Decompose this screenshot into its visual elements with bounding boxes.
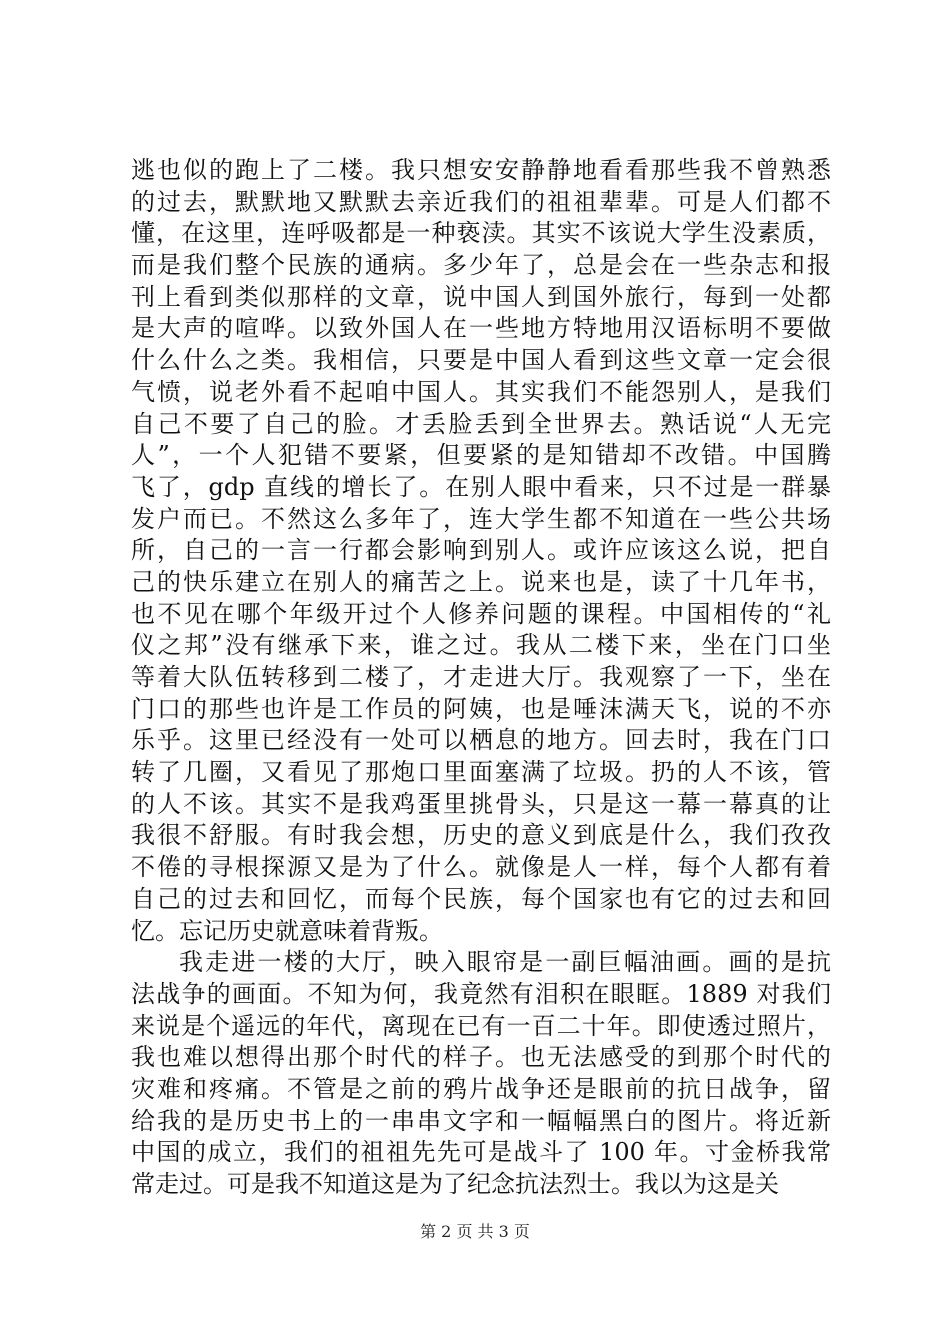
text-line: 乐乎。这里已经没有一处可以栖息的地方。回去时，我在门口 [131, 726, 831, 755]
text-line: 人”，一个人犯错不要紧，但要紧的是知错却不改错。中国腾 [131, 441, 831, 470]
text-line: 自己的过去和回忆，而每个民族，每个国家也有它的过去和回 [131, 884, 831, 913]
text-line: 门口的那些也许是工作员的阿姨，也是唾沫满天飞，说的不亦 [131, 694, 831, 723]
paragraph [131, 947, 831, 1201]
text-line: 忆。忘记历史就意味着背叛。 [131, 916, 443, 945]
text-line: 常走过。可是我不知道这是为了纪念抗法烈士。我以为这是关 [131, 1170, 779, 1198]
text-line: 不倦的寻根探源又是为了什么。就像是人一样，每个人都有着 [131, 853, 831, 882]
text-line: 什么什么之类。我相信，只要是中国人看到这些文章一定会很 [131, 346, 831, 375]
text-line: 懂，在这里，连呼吸都是一种亵渎。其实不该说大学生没素质， [131, 219, 831, 248]
text-line: 己的快乐建立在别人的痛苦之上。说来也是，读了十几年书， [131, 567, 831, 596]
text-line: 的过去，默默地又默默去亲近我们的祖祖辈辈。可是人们都不 [131, 187, 831, 216]
text-line: 发户而已。不然这么多年了，连大学生都不知道在一些公共场 [131, 504, 831, 533]
text-line: 我走进一楼的大厅，映入眼帘是一副巨幅油画。画的是抗 [179, 948, 831, 977]
body-text [131, 155, 831, 1201]
text-line: 等着大队伍转移到二楼了，才走进大厅。我观察了一下，坐在 [131, 663, 831, 691]
text-line: 刊上看到类似那样的文章，说中国人到国外旅行，每到一处都 [131, 282, 831, 311]
paragraph [131, 155, 831, 947]
text-line: 的人不该。其实不是我鸡蛋里挑骨头，只是这一幕一幕真的让 [131, 789, 831, 818]
text-line: 是大声的喧哗。以致外国人在一些地方特地用汉语标明不要做 [131, 314, 831, 343]
text-line: 气愤，说老外看不起咱中国人。其实我们不能怨别人，是我们 [131, 377, 831, 406]
text-line: 来说是个遥远的年代，离现在已有一百二十年。即使透过照片， [131, 1011, 831, 1040]
page-footer: 第 2 页 共 3 页 [420, 1222, 530, 1241]
text-line: 所，自己的一言一行都会影响到别人。或许应该这么说，把自 [131, 536, 831, 565]
text-line: 我很不舒服。有时我会想，历史的意义到底是什么，我们孜孜 [131, 821, 831, 850]
text-line: 飞了，gdp 直线的增长了。在别人眼中看来，只不过是一群暴 [131, 472, 831, 501]
text-line: 转了几圈，又看见了那炮口里面塞满了垃圾。扔的人不该，管 [131, 758, 831, 787]
text-line: 自己不要了自己的脸。才丢脸丢到全世界去。熟话说“人无完 [131, 409, 831, 438]
text-line: 法战争的画面。不知为何，我竟然有泪积在眼眶。1889 对我们 [131, 979, 831, 1008]
text-line: 仪之邦”没有继承下来，谁之过。我从二楼下来，坐在门口坐 [131, 631, 831, 660]
text-line: 逃也似的跑上了二楼。我只想安安静静地看看那些我不曾熟悉 [131, 156, 831, 184]
text-line: 中国的成立，我们的祖祖先先可是战斗了 100 年。寸金桥我常 [131, 1138, 831, 1167]
text-line: 灾难和疼痛。不管是之前的鸦片战争还是眼前的抗日战争，留 [131, 1074, 831, 1103]
text-line: 而是我们整个民族的通病。多少年了，总是会在一些杂志和报 [131, 251, 831, 280]
text-line: 给我的是历史书上的一串串文字和一幅幅黑白的图片。将近新 [131, 1106, 831, 1135]
text-line: 我也难以想得出那个时代的样子。也无法感受的到那个时代的 [131, 1043, 831, 1072]
text-line: 也不见在哪个年级开过个人修养问题的课程。中国相传的“礼 [131, 599, 831, 628]
